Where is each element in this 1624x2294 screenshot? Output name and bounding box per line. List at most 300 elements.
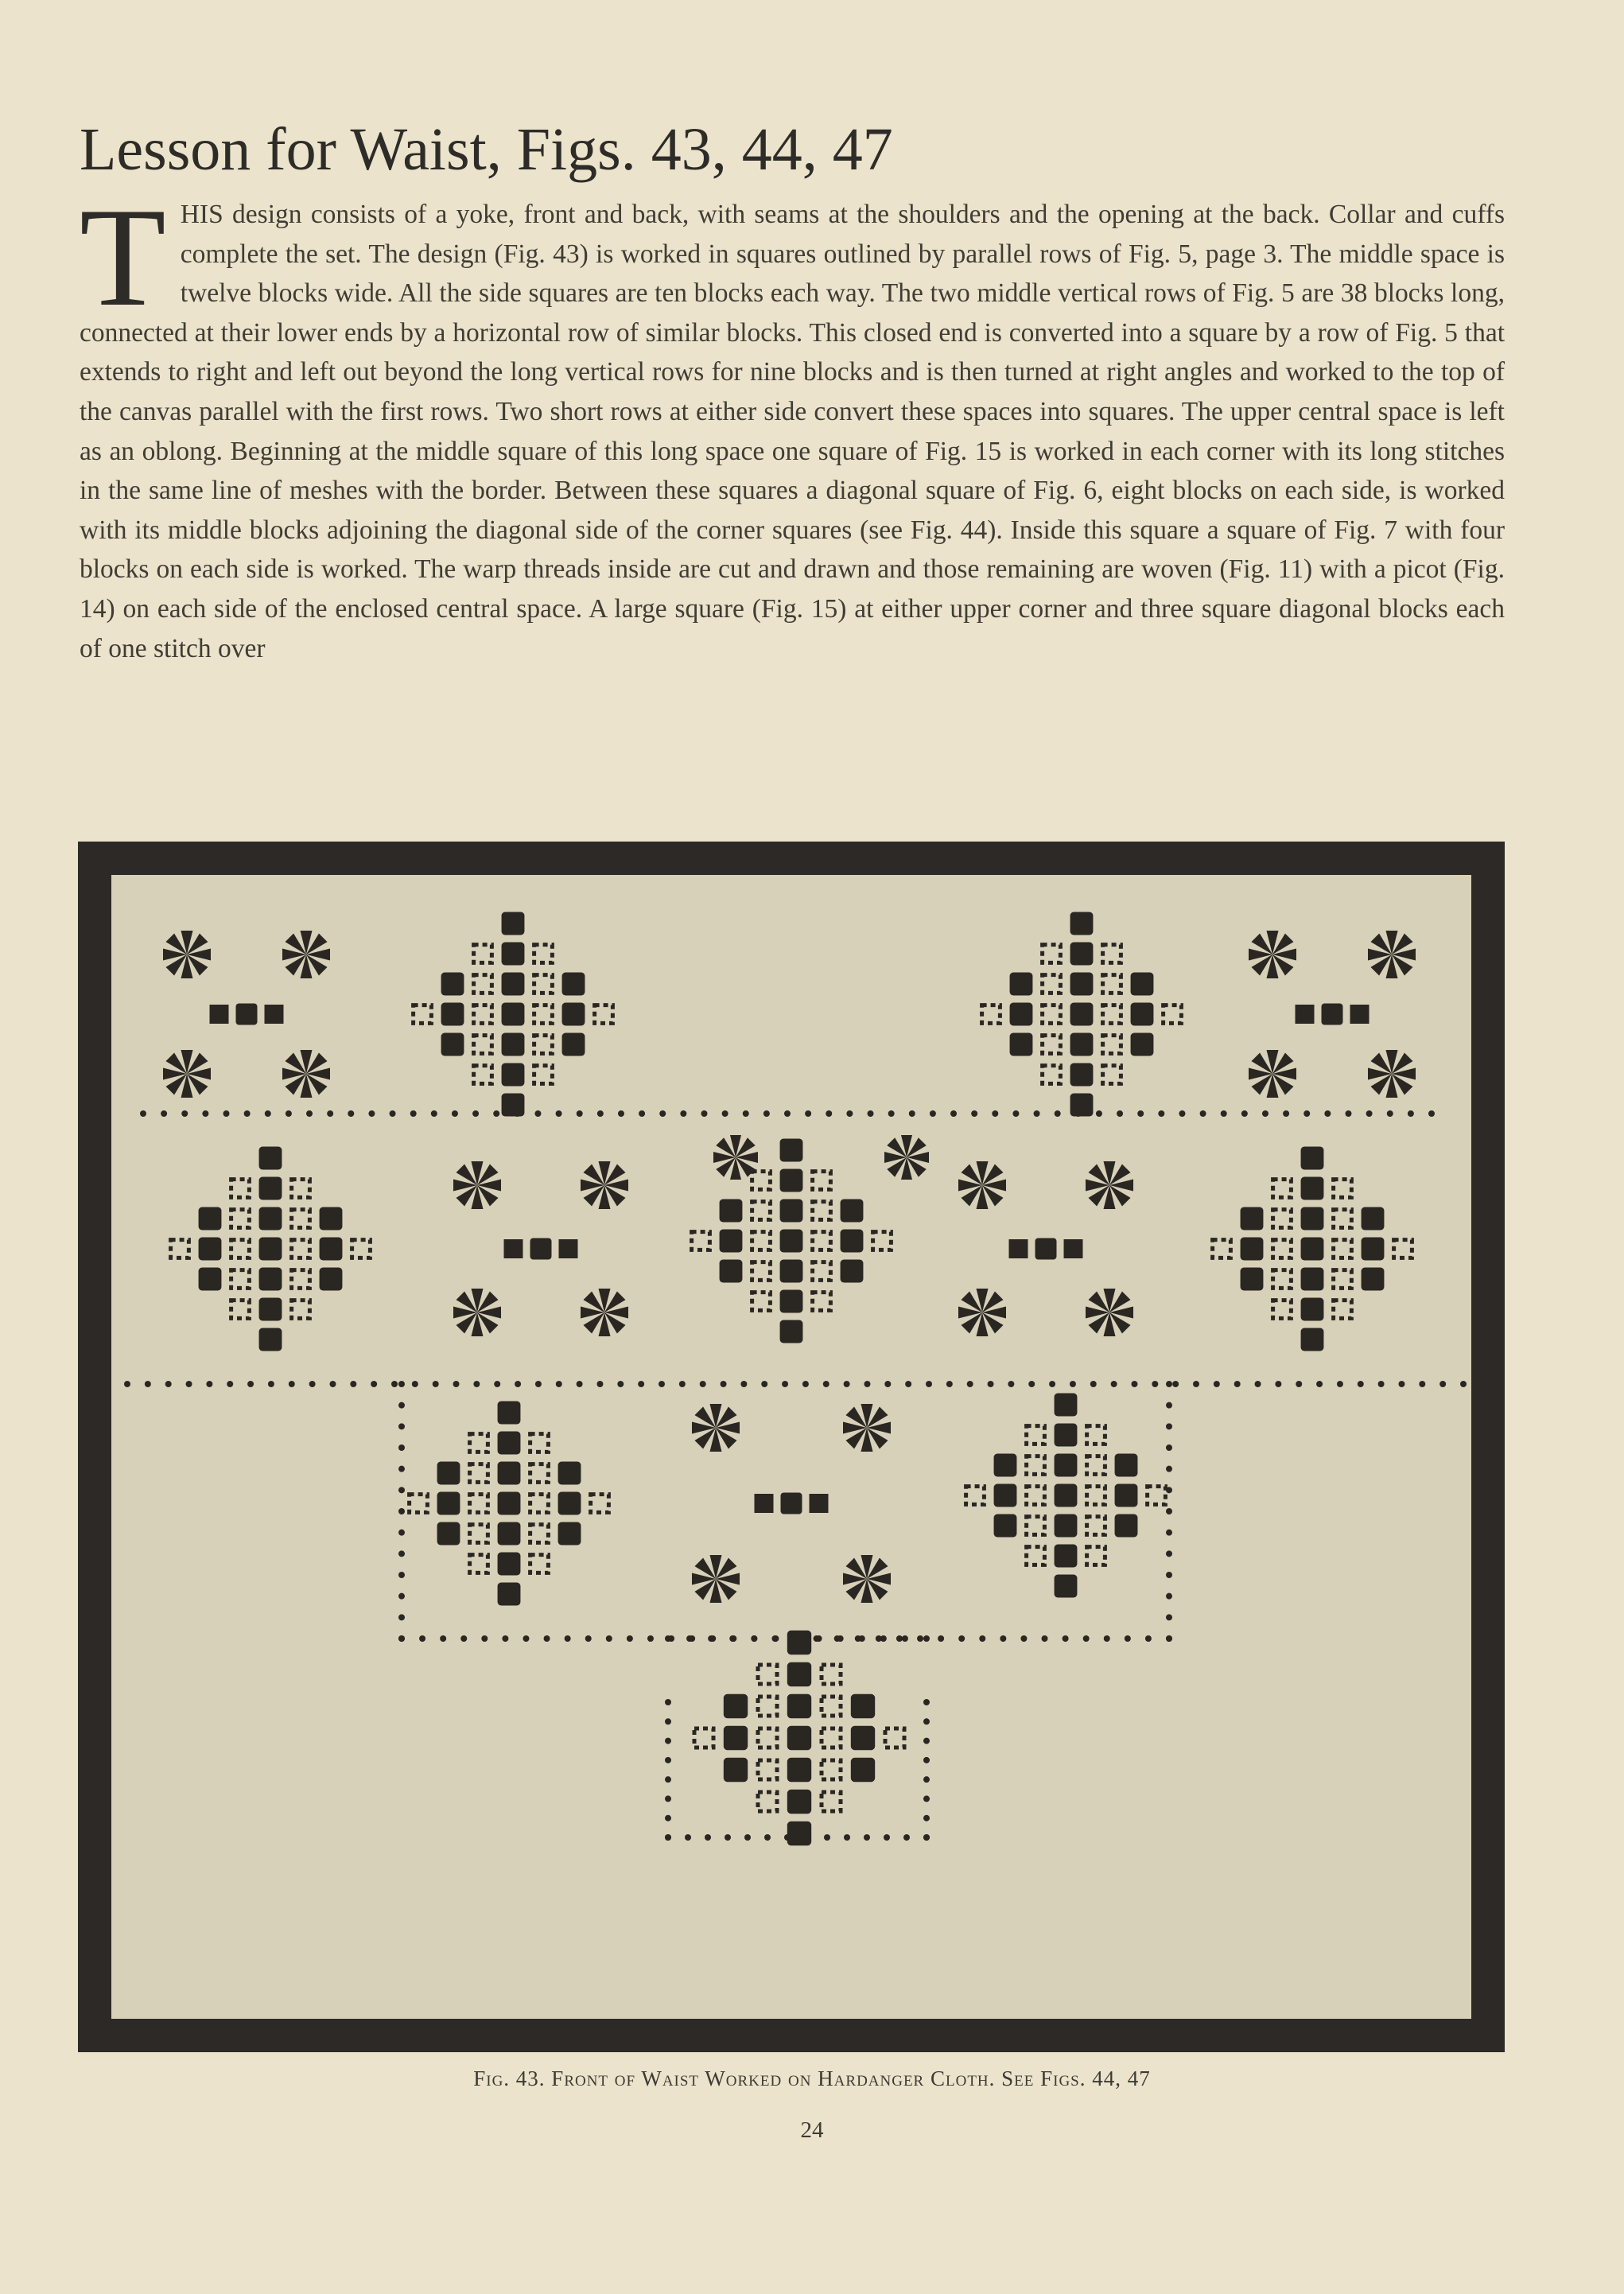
border-stitch-dot: [186, 1381, 192, 1387]
border-stitch-dot: [782, 1381, 788, 1387]
woven-block: [1301, 1207, 1324, 1231]
border-stitch-dot: [917, 1635, 923, 1642]
border-stitch-dot: [585, 1635, 592, 1642]
border-stitch-dot: [1166, 1593, 1172, 1600]
woven-block: [498, 1583, 521, 1606]
cut-work-mesh: [1087, 1487, 1105, 1505]
cut-work-mesh: [1394, 1240, 1412, 1258]
border-stitch-dot: [772, 1635, 779, 1642]
border-stitch-dot: [410, 1110, 417, 1117]
border-stitch-dot: [1166, 1423, 1172, 1429]
border-stitch-dot: [1070, 1381, 1076, 1387]
border-stitch-dot: [761, 1381, 767, 1387]
cut-work-mesh: [591, 1495, 609, 1513]
cut-work-mesh: [1273, 1301, 1292, 1319]
border-stitch-dot: [1063, 1635, 1069, 1642]
cut-work-mesh: [758, 1728, 777, 1748]
woven-block: [1055, 1424, 1078, 1447]
woven-block: [259, 1207, 282, 1231]
border-stitch-dot: [398, 1530, 405, 1536]
border-stitch-dot: [398, 1635, 405, 1642]
woven-block: [199, 1268, 222, 1291]
border-stitch-dot: [1296, 1381, 1302, 1387]
border-stitch-dot: [350, 1381, 356, 1387]
woven-block: [437, 1492, 460, 1515]
woven-block: [1115, 1514, 1138, 1538]
border-stitch-dot: [165, 1381, 172, 1387]
border-stitch-dot: [1152, 1381, 1158, 1387]
cut-work-mesh: [231, 1240, 250, 1258]
border-stitch-dot: [1020, 1635, 1027, 1642]
border-stitch-dot: [1439, 1381, 1446, 1387]
border-stitch-dot: [1166, 1614, 1172, 1620]
border-stitch-dot: [1111, 1381, 1117, 1387]
border-stitch-dot: [329, 1381, 336, 1387]
cut-work-mesh: [292, 1270, 310, 1289]
border-stitch-dot: [398, 1444, 405, 1451]
border-stitch-dot: [902, 1635, 908, 1642]
cut-work-mesh: [758, 1665, 777, 1684]
border-stitch-dot: [556, 1381, 562, 1387]
star-motif: [958, 1289, 1006, 1336]
woven-block: [1055, 1514, 1078, 1538]
drop-cap: T: [80, 178, 166, 336]
cut-work-mesh: [692, 1232, 710, 1250]
woven-block: [259, 1328, 282, 1351]
border-stitch-dot: [431, 1110, 437, 1117]
woven-block: [259, 1268, 282, 1291]
cut-work-mesh: [231, 1180, 250, 1198]
woven-block: [787, 1726, 811, 1750]
border-stitch-dot: [1241, 1110, 1248, 1117]
woven-block: [1115, 1454, 1138, 1477]
side-block: [504, 1239, 523, 1258]
border-stitch-dot: [460, 1635, 467, 1642]
border-stitch-dot: [923, 1815, 930, 1822]
woven-block: [851, 1726, 875, 1750]
cut-work-mesh: [1148, 1487, 1166, 1505]
woven-block: [1131, 973, 1154, 996]
side-block: [559, 1239, 578, 1258]
woven-block: [1301, 1298, 1324, 1321]
border-stitch-dot: [502, 1635, 508, 1642]
border-stitch-dot: [823, 1381, 829, 1387]
cut-work-mesh: [292, 1240, 310, 1258]
woven-block: [498, 1553, 521, 1576]
woven-block: [437, 1522, 460, 1546]
border-stitch-dot: [938, 1635, 944, 1642]
woven-block: [437, 1462, 460, 1485]
cut-work-mesh: [1027, 1487, 1045, 1505]
border-stitch-dot: [685, 1834, 691, 1841]
star-motif: [1086, 1289, 1133, 1336]
border-stitch-dot: [1131, 1381, 1137, 1387]
woven-block: [1055, 1575, 1078, 1598]
border-stitch-dot: [472, 1110, 479, 1117]
border-stitch-dot: [1193, 1381, 1199, 1387]
woven-block: [841, 1230, 864, 1253]
border-stitch-dot: [452, 1110, 458, 1117]
cut-work-mesh: [885, 1728, 904, 1748]
cut-work-mesh: [1027, 1517, 1045, 1535]
border-stitch-dot: [971, 1110, 977, 1117]
border-stitch-dot: [1214, 1381, 1220, 1387]
cut-work-mesh: [534, 1066, 553, 1084]
border-stitch-dot: [1055, 1110, 1061, 1117]
border-stitch-dot: [884, 1834, 890, 1841]
border-stitch-dot: [1166, 1530, 1172, 1536]
cut-work-mesh: [1087, 1426, 1105, 1444]
border-stitch-dot: [577, 1110, 583, 1117]
border-stitch-dot: [659, 1381, 665, 1387]
cut-work-mesh: [171, 1240, 189, 1258]
woven-block: [787, 1694, 811, 1718]
border-stitch-dot: [1200, 1110, 1206, 1117]
woven-block: [724, 1694, 748, 1718]
border-stitch-dot: [701, 1110, 707, 1117]
border-stitch-dot: [596, 1381, 603, 1387]
center-block: [236, 1004, 258, 1025]
star-motif: [1086, 1161, 1133, 1209]
border-stitch-dot: [740, 1381, 747, 1387]
woven-block: [441, 1033, 464, 1056]
border-stitch-dot: [523, 1635, 529, 1642]
cut-work-mesh: [470, 1555, 488, 1573]
woven-block: [259, 1238, 282, 1261]
woven-block: [1241, 1268, 1264, 1291]
star-motif: [163, 1050, 211, 1098]
border-stitch-dot: [227, 1381, 233, 1387]
border-stitch-dot: [805, 1110, 811, 1117]
border-stitch-dot: [223, 1110, 230, 1117]
border-stitch-dot: [1008, 1381, 1014, 1387]
cut-work-mesh: [534, 1036, 553, 1054]
woven-block: [787, 1758, 811, 1782]
side-block: [1296, 1005, 1315, 1024]
figure-caption: Fig. 43. Front of Waist Worked on Hardanger Cloth. See Figs. 44, 47: [473, 2067, 1151, 2090]
cut-work-mesh: [694, 1728, 713, 1748]
border-stitch-dot: [309, 1381, 316, 1387]
woven-block: [720, 1199, 743, 1223]
cut-work-mesh: [1213, 1240, 1231, 1258]
star-motif: [713, 1135, 758, 1180]
border-stitch-dot: [1460, 1381, 1467, 1387]
cut-work-mesh: [530, 1495, 549, 1513]
woven-block: [1131, 1003, 1154, 1026]
border-stitch-dot: [1166, 1508, 1172, 1514]
woven-block: [780, 1320, 803, 1343]
border-stitch-dot: [473, 1381, 480, 1387]
border-stitch-dot: [1083, 1635, 1090, 1642]
woven-block: [199, 1207, 222, 1231]
border-stitch-dot: [1345, 1110, 1351, 1117]
border-stitch-dot: [1337, 1381, 1343, 1387]
border-stitch-dot: [481, 1635, 488, 1642]
border-stitch-dot: [348, 1110, 354, 1117]
cut-work-mesh: [822, 1665, 841, 1684]
border-stitch-dot: [751, 1635, 757, 1642]
border-stitch-dot: [534, 1110, 541, 1117]
border-stitch-dot: [665, 1834, 671, 1841]
star-motif: [1368, 1050, 1416, 1098]
woven-block: [1362, 1268, 1385, 1291]
cut-work-mesh: [414, 1005, 432, 1024]
woven-block: [502, 912, 525, 935]
border-stitch-dot: [729, 1635, 736, 1642]
cut-work-mesh: [530, 1464, 549, 1483]
border-stitch-dot: [979, 1635, 985, 1642]
border-stitch-dot: [390, 1110, 396, 1117]
figure-43-frame: [78, 842, 1505, 2052]
cut-work-mesh: [822, 1697, 841, 1716]
cut-work-mesh: [873, 1232, 892, 1250]
woven-block: [498, 1522, 521, 1546]
woven-block: [498, 1432, 521, 1455]
border-stitch-dot: [864, 1834, 870, 1841]
border-stitch-dot: [1262, 1110, 1269, 1117]
woven-block: [1070, 1094, 1094, 1117]
woven-block: [787, 1822, 811, 1845]
star-motif: [163, 931, 211, 978]
border-stitch-dot: [884, 1381, 891, 1387]
cut-work-mesh: [813, 1293, 831, 1311]
cut-work-mesh: [1103, 1066, 1121, 1084]
woven-block: [562, 973, 585, 996]
border-stitch-dot: [837, 1635, 844, 1642]
cut-work-mesh: [1334, 1240, 1352, 1258]
woven-block: [780, 1230, 803, 1253]
cut-work-mesh: [758, 1792, 777, 1811]
border-stitch-dot: [1275, 1381, 1281, 1387]
woven-block: [851, 1758, 875, 1782]
border-stitch-dot: [988, 1381, 994, 1387]
star-motif: [453, 1289, 501, 1336]
woven-block: [502, 1094, 525, 1117]
border-stitch-dot: [1034, 1110, 1040, 1117]
border-stitch-dot: [247, 1381, 254, 1387]
border-stitch-dot: [368, 1110, 375, 1117]
border-stitch-dot: [398, 1572, 405, 1578]
border-stitch-dot: [1398, 1381, 1404, 1387]
border-stitch-dot: [708, 1635, 714, 1642]
center-block: [1035, 1238, 1057, 1260]
border-stitch-dot: [544, 1635, 550, 1642]
border-stitch-dot: [846, 1110, 853, 1117]
border-stitch-dot: [181, 1110, 188, 1117]
cut-work-mesh: [966, 1487, 985, 1505]
border-stitch-dot: [967, 1381, 973, 1387]
border-stitch-dot: [665, 1815, 671, 1822]
border-stitch-dot: [909, 1110, 915, 1117]
cut-work-mesh: [1164, 1005, 1182, 1024]
border-stitch-dot: [725, 1834, 731, 1841]
border-stitch-dot: [1419, 1381, 1425, 1387]
woven-block: [994, 1514, 1017, 1538]
figure-43-embroidery: [111, 875, 1471, 2019]
border-stitch-dot: [721, 1381, 727, 1387]
woven-block: [1241, 1207, 1264, 1231]
woven-block: [780, 1169, 803, 1192]
center-block: [781, 1493, 802, 1514]
woven-block: [851, 1694, 875, 1718]
star-motif: [692, 1404, 740, 1452]
lesson-title: Lesson for Waist, Figs. 43, 44, 47: [80, 116, 893, 183]
border-stitch-dot: [419, 1635, 425, 1642]
border-stitch-dot: [1221, 1110, 1227, 1117]
cut-work-mesh: [752, 1262, 771, 1281]
woven-block: [720, 1230, 743, 1253]
woven-block: [724, 1758, 748, 1782]
star-motif: [282, 931, 330, 978]
cut-work-mesh: [470, 1525, 488, 1543]
border-stitch-dot: [888, 1110, 895, 1117]
border-stitch-dot: [743, 1110, 749, 1117]
border-stitch-dot: [1000, 1635, 1006, 1642]
woven-block: [1301, 1268, 1324, 1291]
cut-work-mesh: [813, 1172, 831, 1190]
border-stitch-dot: [1166, 1402, 1172, 1409]
cut-work-mesh: [1273, 1270, 1292, 1289]
border-stitch-dot: [905, 1381, 911, 1387]
cut-work-mesh: [752, 1293, 771, 1311]
cut-work-mesh: [530, 1434, 549, 1452]
cut-work-mesh: [231, 1210, 250, 1228]
border-stitch-dot: [930, 1110, 936, 1117]
border-stitch-dot: [923, 1834, 930, 1841]
cut-work-mesh: [410, 1495, 428, 1513]
border-stitch-dot: [206, 1381, 212, 1387]
woven-block: [259, 1177, 282, 1200]
woven-block: [320, 1238, 343, 1261]
border-stitch-dot: [493, 1110, 499, 1117]
border-stitch-dot: [1137, 1110, 1144, 1117]
cut-work-mesh: [758, 1760, 777, 1779]
cut-work-mesh: [474, 1036, 492, 1054]
side-block: [1064, 1239, 1083, 1258]
border-stitch-dot: [686, 1635, 693, 1642]
border-stitch-dot: [958, 1635, 965, 1642]
border-stitch-dot: [1166, 1381, 1172, 1387]
border-stitch-dot: [638, 1381, 644, 1387]
woven-block: [1070, 1033, 1094, 1056]
woven-block: [502, 1003, 525, 1026]
cut-work-mesh: [530, 1555, 549, 1573]
center-block: [530, 1238, 552, 1260]
cut-work-mesh: [470, 1434, 488, 1452]
border-stitch-dot: [1049, 1381, 1055, 1387]
border-stitch-dot: [647, 1635, 654, 1642]
border-stitch-dot: [627, 1635, 633, 1642]
cut-work-mesh: [1027, 1547, 1045, 1565]
cut-work-mesh: [1043, 1066, 1061, 1084]
woven-block: [558, 1462, 581, 1485]
side-block: [210, 1005, 229, 1024]
star-motif: [843, 1555, 891, 1603]
border-stitch-dot: [286, 1110, 292, 1117]
border-stitch-dot: [1090, 1381, 1097, 1387]
cut-work-mesh: [474, 1005, 492, 1024]
hardanger-pattern: [111, 875, 1471, 2019]
cut-work-mesh: [534, 975, 553, 993]
cut-work-mesh: [1273, 1240, 1292, 1258]
border-stitch-dot: [679, 1381, 686, 1387]
cut-work-mesh: [752, 1232, 771, 1250]
border-stitch-dot: [680, 1110, 686, 1117]
woven-block: [498, 1462, 521, 1485]
border-stitch-dot: [1324, 1110, 1331, 1117]
cut-work-mesh: [1043, 975, 1061, 993]
star-motif: [692, 1555, 740, 1603]
woven-block: [1055, 1454, 1078, 1477]
woven-block: [441, 973, 464, 996]
cut-work-mesh: [292, 1301, 310, 1319]
cut-work-mesh: [982, 1005, 1000, 1024]
side-block: [1009, 1239, 1028, 1258]
border-stitch-dot: [1166, 1550, 1172, 1557]
woven-block: [1301, 1238, 1324, 1261]
star-motif: [581, 1289, 628, 1336]
star-motif: [282, 1050, 330, 1098]
border-stitch-dot: [597, 1110, 604, 1117]
cut-work-mesh: [1334, 1210, 1352, 1228]
woven-block: [1010, 1033, 1033, 1056]
side-block: [1350, 1005, 1370, 1024]
border-stitch-dot: [764, 1834, 771, 1841]
cut-work-mesh: [822, 1760, 841, 1779]
border-stitch-dot: [1158, 1110, 1164, 1117]
border-stitch-dot: [453, 1381, 460, 1387]
woven-block: [1241, 1238, 1264, 1261]
border-stitch-dot: [665, 1757, 671, 1763]
woven-block: [558, 1522, 581, 1546]
border-stitch-dot: [398, 1423, 405, 1429]
border-stitch-dot: [202, 1110, 208, 1117]
border-stitch-dot: [161, 1110, 167, 1117]
border-stitch-dot: [1042, 1635, 1048, 1642]
border-stitch-dot: [618, 1110, 624, 1117]
star-motif: [581, 1161, 628, 1209]
woven-block: [1070, 1003, 1094, 1026]
woven-block: [1131, 1033, 1154, 1056]
border-stitch-dot: [1303, 1110, 1310, 1117]
border-stitch-dot: [1378, 1381, 1385, 1387]
border-stitch-dot: [1145, 1635, 1152, 1642]
cut-work-mesh: [534, 945, 553, 963]
border-stitch-dot: [398, 1381, 405, 1387]
border-stitch-dot: [1166, 1466, 1172, 1472]
border-stitch-dot: [268, 1381, 274, 1387]
woven-block: [841, 1260, 864, 1283]
cut-work-mesh: [1087, 1547, 1105, 1565]
woven-block: [1362, 1238, 1385, 1261]
star-motif: [843, 1404, 891, 1452]
border-stitch-dot: [946, 1381, 953, 1387]
cut-work-mesh: [752, 1172, 771, 1190]
border-stitch-dot: [391, 1381, 398, 1387]
woven-block: [1010, 1003, 1033, 1026]
cut-work-mesh: [1027, 1456, 1045, 1475]
cut-work-mesh: [813, 1232, 831, 1250]
border-stitch-dot: [700, 1381, 706, 1387]
border-stitch-dot: [398, 1614, 405, 1620]
border-stitch-dot: [556, 1110, 562, 1117]
woven-block: [1362, 1207, 1385, 1231]
side-block: [755, 1494, 774, 1513]
border-stitch-dot: [665, 1795, 671, 1802]
border-stitch-dot: [1012, 1110, 1019, 1117]
border-stitch-dot: [398, 1593, 405, 1600]
cut-work-mesh: [595, 1005, 613, 1024]
